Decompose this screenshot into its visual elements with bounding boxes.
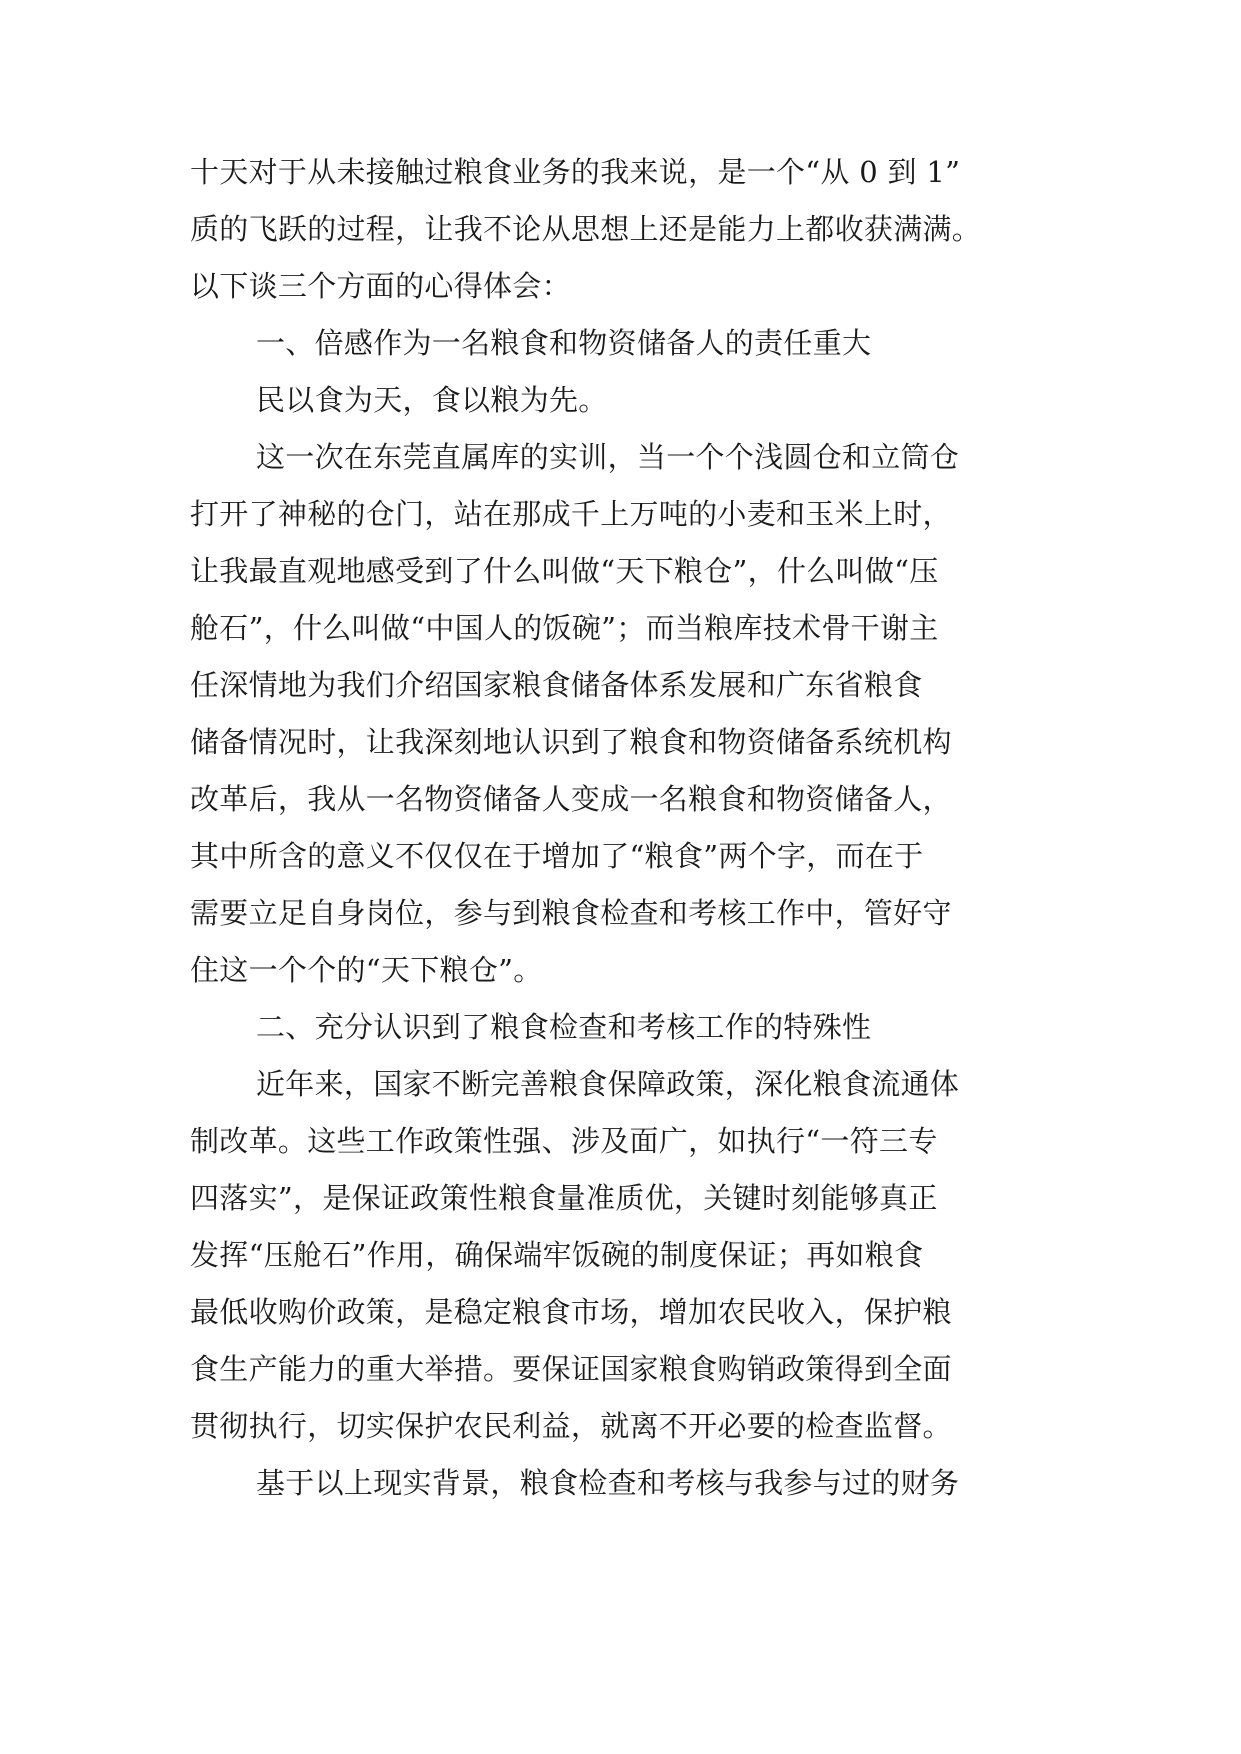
text-line: 住这一个个的“天下粮仓”。: [190, 953, 543, 987]
text-line: 基于以上现实背景，粮食检查和考核与我参与过的财务: [256, 1466, 960, 1500]
section-heading: 二、充分认识到了粮食检查和考核工作的特殊性: [256, 1010, 872, 1044]
text-line: 以下谈三个方面的心得体会：: [190, 269, 571, 303]
text-line: 最低收购价政策，是稳定粮食市场，增加农民收入，保护粮: [190, 1295, 952, 1329]
text-line: 这一次在东莞直属库的实训，当一个个浅圆仓和立筒仓: [256, 440, 960, 474]
section-heading: 一、倍感作为一名粮食和物资储备人的责任重大: [256, 326, 872, 360]
text-line: 贯彻执行，切实保护农民利益，就离不开必要的检查监督。: [190, 1409, 952, 1443]
text-line: 发挥“压舱石”作用，确保端牢饭碗的制度保证；再如粮食: [190, 1238, 924, 1272]
text-line: 质的飞跃的过程，让我不论从思想上还是能力上都收获满满。: [190, 212, 982, 246]
text-line: 打开了神秘的仓门，站在那成千上万吨的小麦和玉米上时，: [190, 497, 952, 531]
text-line: 食生产能力的重大举措。要保证国家粮食购销政策得到全面: [190, 1352, 952, 1386]
text-line: 民以食为天，食以粮为先。: [256, 383, 608, 417]
text-line: 改革后，我从一名物资储备人变成一名粮食和物资储备人，: [190, 782, 952, 816]
text-line: 让我最直观地感受到了什么叫做“天下粮仓”，什么叫做“压: [190, 554, 939, 588]
text-line: 四落实”，是保证政策性粮食量准质优，关键时刻能够真正: [190, 1181, 938, 1215]
text-line: 任深情地为我们介绍国家粮食储备体系发展和广东省粮食: [190, 668, 923, 702]
text-line: 储备情况时，让我深刻地认识到了粮食和物资储备系统机构: [190, 725, 952, 759]
text-line: 其中所含的意义不仅仅在于增加了“粮食”两个字，而在于: [190, 839, 924, 873]
text-line: 需要立足自身岗位，参与到粮食检查和考核工作中，管好守: [190, 896, 952, 930]
text-line: 制改革。这些工作政策性强、涉及面广，如执行“一符三专: [190, 1124, 938, 1158]
text-line: 舱石”，什么叫做“中国人的饭碗”；而当粮库技术骨干谢主: [190, 611, 939, 645]
text-line: 近年来，国家不断完善粮食保障政策，深化粮食流通体: [256, 1067, 960, 1101]
text-line: 十天对于从未接触过粮食业务的我来说，是一个“从 0 到 1”: [190, 155, 961, 189]
